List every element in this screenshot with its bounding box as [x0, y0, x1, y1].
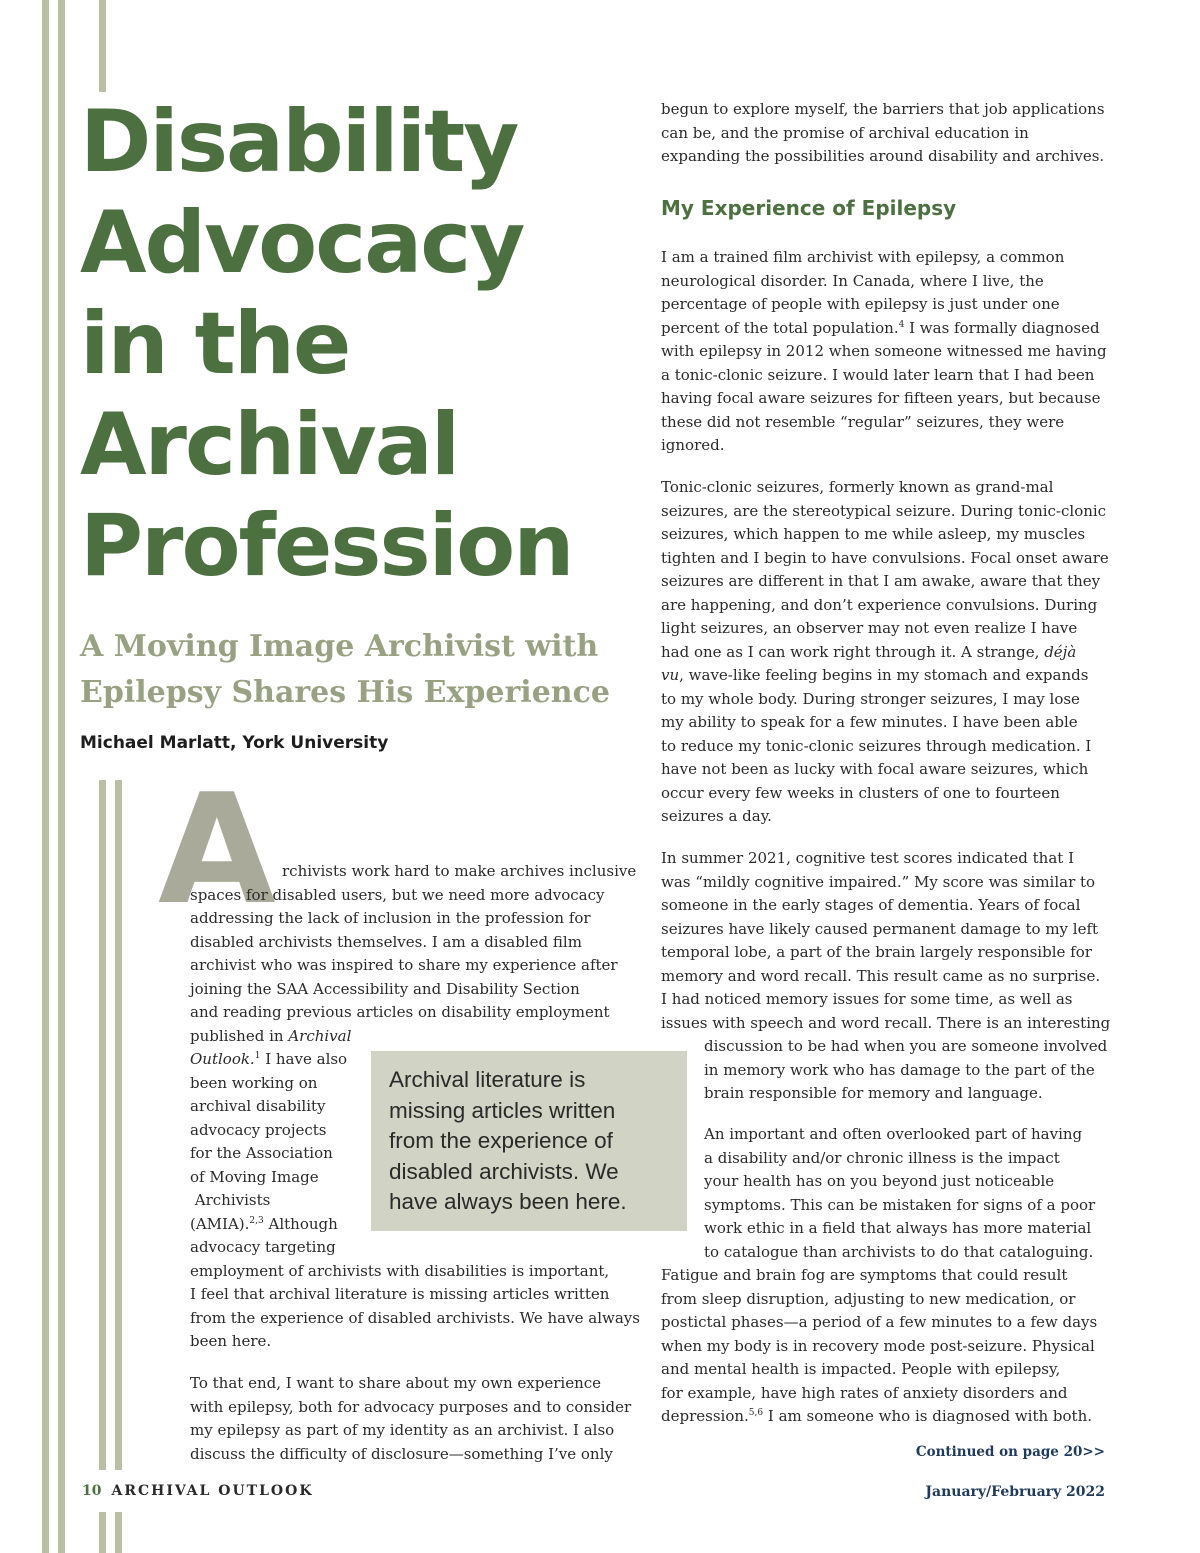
pull-quote-line: Archival literature is: [389, 1067, 586, 1092]
footnote-ref: 2,3: [249, 1215, 264, 1226]
pull-quote: [371, 1051, 687, 1231]
text-line: rchivists work hard to make archives inclusive: [282, 862, 637, 880]
text-line: I feel that archival literature is missing articles written: [190, 1285, 610, 1303]
text-line: of Moving Image: [190, 1167, 319, 1186]
right-column-intro: [661, 98, 1109, 169]
text-line: been here.: [190, 1332, 272, 1350]
left-stripe-bottom-2: [115, 1512, 122, 1553]
text-line: employment of archivists with disabilities is important,: [190, 1261, 610, 1280]
text-line: for example, have high rates of anxiety disorders and: [661, 1383, 1068, 1402]
publication-italic: Archival: [288, 1026, 352, 1045]
text-line: my epilepsy as part of my identity as an archivist. I also: [190, 1421, 615, 1439]
italic-term: déjà: [1044, 642, 1077, 661]
text-line: having focal aware seizures for fifteen years, but because: [661, 389, 1101, 407]
right-column-paragraph-1: [661, 246, 1109, 458]
left-column-paragraph-2: [190, 1372, 638, 1466]
text-line: archivist who was inspired to share my experience after: [190, 956, 618, 974]
text-segment: percent of the total population.: [661, 318, 899, 337]
left-stripe-top-3: [99, 0, 106, 92]
title-line: Disability: [80, 92, 518, 192]
text-line: In summer 2021, cognitive test scores indicated that I: [661, 849, 1074, 867]
text-line: and reading previous articles on disability employment: [190, 1003, 610, 1021]
author-byline: Michael Marlatt, York University: [80, 733, 389, 753]
text-line: my ability to speak for a few minutes. I have been able: [661, 713, 1078, 731]
footnote-ref: 1: [254, 1051, 261, 1061]
text-line: are happening, and don’t experience convulsions. During: [661, 595, 1098, 614]
text-segment: (AMIA).: [190, 1214, 250, 1233]
footer-issue-date: January/February 2022: [925, 1484, 1105, 1500]
text-line: with epilepsy in 2012 when someone witnessed me having: [661, 342, 1107, 360]
text-line: To that end, I want to share about my own experience: [190, 1374, 602, 1392]
text-line: Archivists: [190, 1191, 271, 1209]
text-line: Tonic-clonic seizures, formerly known as grand-mal: [661, 478, 1054, 496]
text-line: a disability and/or chronic illness is the impact: [704, 1148, 1060, 1167]
text-line: temporal lobe, a part of the brain largely responsible for: [661, 943, 1092, 961]
text-segment: Although: [263, 1214, 338, 1233]
page-number: 10: [82, 1483, 102, 1499]
text-line: disabled archivists themselves. I am a disabled film: [190, 932, 582, 951]
continued-link[interactable]: Continued on page 20>>: [915, 1444, 1105, 1460]
text-line: have not been as lucky with focal aware seizures, which: [661, 760, 1089, 778]
text-line: been working on: [190, 1073, 318, 1092]
text-line: from sleep disruption, adjusting to new medication, or: [661, 1289, 1076, 1308]
footer-publication: [82, 1483, 313, 1499]
text-line: can be, and the promise of archival education in: [661, 123, 1029, 142]
drop-cap: A: [158, 761, 276, 938]
text-line: An important and often overlooked part of having: [704, 1125, 1083, 1143]
text-line: to reduce my tonic-clonic seizures through medication. I: [661, 736, 1092, 755]
text-line: seizures, which happen to me while asleep, my muscles: [661, 525, 1086, 543]
text-line: to my whole body. During stronger seizures, I may lose: [661, 689, 1080, 708]
text-line: symptoms. This can be mistaken for signs of a poor: [704, 1195, 1096, 1214]
pull-quote-line: missing articles written: [389, 1097, 616, 1123]
text-line: [661, 1405, 1109, 1429]
text-line: occur every few weeks in clusters of one to fourteen: [661, 783, 1060, 802]
text-line: postictal phases—a period of a few minutes to a few days: [661, 1313, 1098, 1331]
text-segment: , wave-like feeling begins in my stomach and expands: [679, 666, 1089, 684]
text-line: light seizures, an observer may not even realize I have: [661, 619, 1078, 637]
text-line: seizures are different in that I am awake, aware that they: [661, 572, 1101, 590]
footnote-ref: 4: [898, 319, 905, 330]
text-line: I am a trained film archivist with epilepsy, a common: [661, 248, 1065, 266]
left-stripe-top-1: [42, 0, 49, 1553]
footnote-ref: 5,6: [748, 1408, 764, 1418]
text-line: archival disability: [190, 1097, 326, 1115]
text-line: neurological disorder. In Canada, where I live, the: [661, 271, 1044, 290]
article-title: [80, 92, 640, 597]
text-segment: I have also: [260, 1050, 348, 1068]
pull-quote-line: disabled archivists. We: [389, 1158, 619, 1184]
text-line: brain responsible for memory and language.: [704, 1084, 1043, 1102]
pull-quote-line: have always been here.: [389, 1189, 627, 1214]
title-line: Archival: [80, 395, 459, 495]
text-line: for the Association: [190, 1144, 333, 1162]
pull-quote-line: from the experience of: [389, 1128, 613, 1153]
text-line: when my body is in recovery mode post-seizure. Physical: [661, 1336, 1095, 1355]
text-line: advocacy targeting: [190, 1238, 336, 1256]
text-line: tighten and I begin to have convulsions. Focal onset aware: [661, 548, 1109, 567]
text-line: to catalogue than archivists to do that cataloguing.: [704, 1242, 1094, 1261]
text-line: and mental health is impacted. People with epilepsy,: [661, 1360, 1061, 1378]
text-line: seizures have likely caused permanent damage to my left: [661, 919, 1099, 938]
text-line: [661, 664, 1109, 688]
text-line: a tonic-clonic seizure. I would later learn that I had been: [661, 365, 1095, 384]
text-line: [661, 641, 1109, 665]
text-line: ignored.: [661, 436, 725, 454]
text-segment: I was formally diagnosed: [904, 318, 1100, 337]
left-stripe-lower-2: [115, 780, 122, 1470]
article-subtitle: [80, 624, 640, 716]
section-heading: My Experience of Epilepsy: [661, 196, 957, 220]
text-line: with epilepsy, both for advocacy purposes and to consider: [190, 1397, 632, 1416]
text-line: discuss the difficulty of disclosure—something I’ve only: [190, 1444, 613, 1463]
left-stripe-bottom-1: [99, 1512, 106, 1553]
right-column-paragraph-4: [661, 1123, 1109, 1429]
left-stripe-lower-1: [99, 780, 106, 1470]
subtitle-line: A Moving Image Archivist with: [80, 629, 599, 664]
text-line: expanding the possibilities around disability and archives.: [661, 147, 1105, 165]
text-line: discussion to be had when you are someone involved: [704, 1037, 1108, 1055]
text-line: from the experience of disabled archivists. We have always: [190, 1308, 640, 1327]
publication-italic: Outlook.: [190, 1050, 255, 1068]
title-line: Profession: [80, 496, 573, 596]
text-line: addressing the lack of inclusion in the profession for: [190, 909, 591, 927]
title-line: in the: [80, 294, 350, 394]
text-line: work ethic in a field that always has more material: [704, 1219, 1092, 1237]
text-line: percentage of people with epilepsy is just under one: [661, 295, 1060, 313]
text-line: spaces for disabled users, but we need more advocacy: [190, 885, 605, 904]
right-column-paragraph-2: [661, 476, 1109, 829]
text-line: these did not resemble “regular” seizures, they were: [661, 412, 1065, 431]
text-segment: had one as I can work right through it. A strange,: [661, 642, 1040, 661]
text-line: joining the SAA Accessibility and Disability Section: [190, 979, 580, 998]
text-line: memory and word recall. This result came as no surprise.: [661, 966, 1101, 985]
text-line: in memory work who has damage to the part of the: [704, 1060, 1095, 1079]
text-line: seizures a day.: [661, 807, 772, 825]
text-line: your health has on you beyond just noticeable: [704, 1172, 1055, 1190]
publication-name: ARCHIVAL OUTLOOK: [111, 1483, 314, 1499]
italic-term: vu: [661, 666, 680, 684]
text-line: [661, 317, 1109, 341]
text-line: issues with speech and word recall. There is an interesting: [661, 1013, 1111, 1032]
text-segment: depression.: [661, 1407, 749, 1425]
text-line: [190, 1025, 638, 1049]
text-segment: published in: [190, 1026, 284, 1045]
right-column-paragraph-3: [661, 847, 1109, 1106]
text-line: seizures, are the stereotypical seizure. During tonic-clonic: [661, 501, 1107, 520]
text-line: Fatigue and brain fog are symptoms that could result: [661, 1266, 1068, 1284]
subtitle-line: Epilepsy Shares His Experience: [80, 675, 610, 710]
title-line: Advocacy: [80, 193, 524, 293]
left-stripe-top-2: [58, 0, 65, 1553]
text-line: someone in the early stages of dementia. Years of focal: [661, 896, 1081, 914]
text-line: I had noticed memory issues for some time, as well as: [661, 990, 1073, 1008]
text-segment: I am someone who is diagnosed with both.: [763, 1407, 1092, 1425]
text-line: begun to explore myself, the barriers that job applications: [661, 100, 1105, 118]
text-line: was “mildly cognitive impaired.” My score was similar to: [661, 872, 1096, 891]
text-line: advocacy projects: [190, 1120, 327, 1139]
